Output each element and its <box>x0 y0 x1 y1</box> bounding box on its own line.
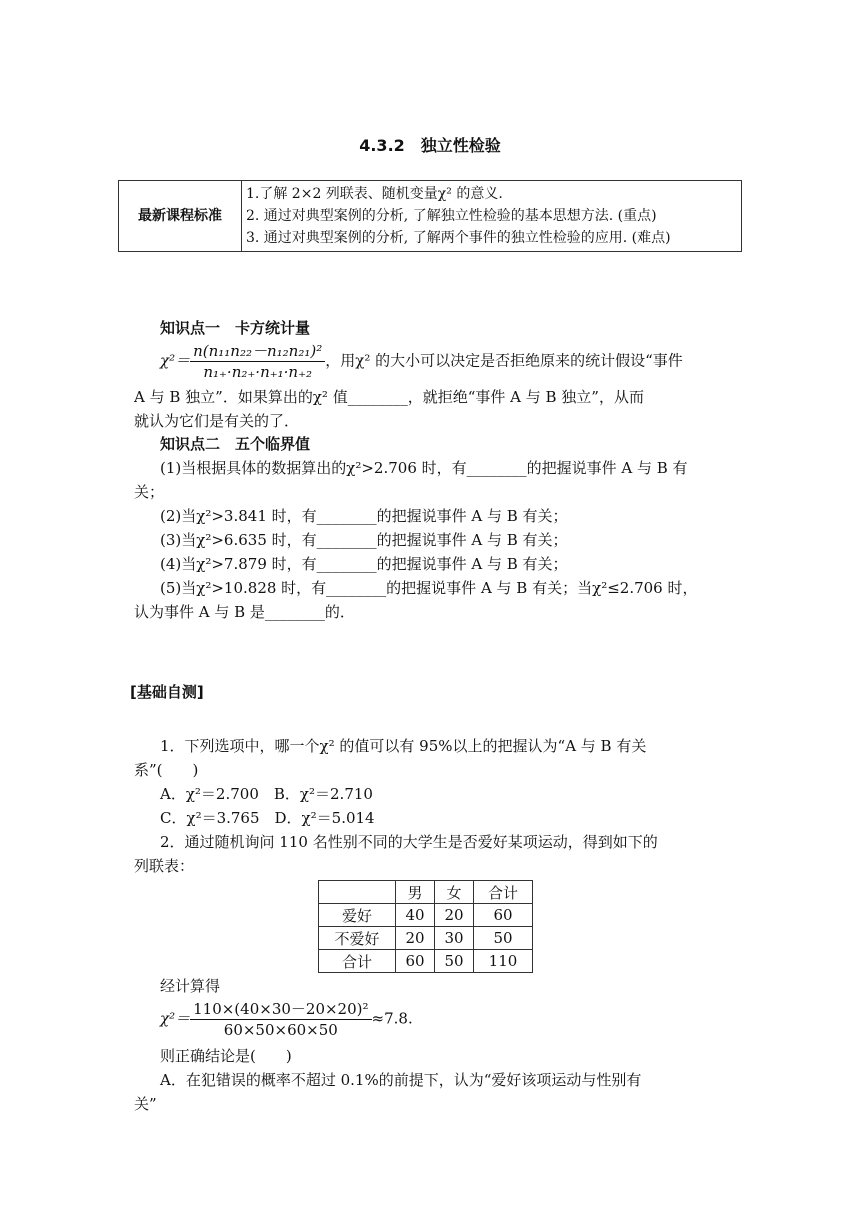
question-2-ask: 则正确结论是( ) <box>160 1047 292 1065</box>
formula-lhs: χ²＝ <box>160 351 191 370</box>
table-row <box>319 881 533 904</box>
course-standard-table <box>118 180 742 252</box>
table-cell: 20 <box>396 927 435 950</box>
knowledge-point-2-heading: 知识点二 五个临界值 <box>160 435 311 453</box>
question-2-line: 2．通过随机询问 110 名性别不同的大学生是否爱好某项运动，得到如下的 <box>160 833 658 851</box>
question-1-line: 1．下列选项中，哪一个χ² 的值可以有 95%以上的把握认为“A 与 B 有关 <box>160 737 647 755</box>
formula-denominator: 60×50×60×50 <box>223 1021 338 1039</box>
table-cell: 110 <box>474 950 533 973</box>
standard-content <box>242 181 742 252</box>
standard-header: 最新课程标准 <box>119 181 242 252</box>
table-cell: 60 <box>474 904 533 927</box>
table-cell: 男 <box>396 881 435 904</box>
q2-fraction <box>190 999 371 1040</box>
k2-item-1: (1)当根据具体的数据算出的χ²>2.706 时，有________的把握说事件 A 与 B 有 <box>160 459 688 477</box>
formula-numerator: n(n₁₁n₂₂－n₁₂n₂₁)² <box>190 341 325 362</box>
table-row <box>319 950 533 973</box>
formula-numerator: 110×(40×30－20×20)² <box>190 999 371 1020</box>
k2-item-2: (2)当χ²>3.841 时，有________的把握说事件 A 与 B 有关； <box>160 507 568 525</box>
formula-lhs: χ²＝ <box>160 1009 191 1028</box>
k2-item-1-cont: 关； <box>134 483 165 501</box>
table-cell: 爱好 <box>319 904 396 927</box>
question-1-options: A．χ²＝2.700 B．χ²＝2.710 <box>160 785 373 803</box>
knowledge-point-1-heading: 知识点一 卡方统计量 <box>160 319 311 337</box>
k1-text-line: A 与 B 独立”．如果算出的χ² 值________，就拒绝“事件 A 与 B 独立”，从而 <box>134 388 644 406</box>
page-title: 4.3.2 独立性检验 <box>359 136 501 155</box>
table-cell <box>319 881 396 904</box>
chi-square-fraction <box>190 341 325 382</box>
table-cell: 50 <box>435 950 474 973</box>
table-cell: 40 <box>396 904 435 927</box>
table-cell: 不爱好 <box>319 927 396 950</box>
table-row <box>319 927 533 950</box>
question-2-option-a: A．在犯错误的概率不超过 0.1%的前提下，认为“爱好该项运动与性别有 <box>160 1071 642 1089</box>
table-cell: 女 <box>435 881 474 904</box>
section-heading: [基础自测] <box>130 683 204 701</box>
contingency-table <box>318 880 533 973</box>
table-cell: 60 <box>396 950 435 973</box>
k2-item-5: (5)当χ²>10.828 时，有________的把握说事件 A 与 B 有关；当χ²≤2.706 时， <box>160 579 698 597</box>
chi-square-formula-line <box>160 341 740 382</box>
table-cell: 50 <box>474 927 533 950</box>
calc-label: 经计算得 <box>160 977 221 995</box>
question-1-options: C．χ²＝3.765 D．χ²＝5.014 <box>160 809 375 827</box>
question-1-line: 系”( ) <box>134 761 199 779</box>
standard-item: 1.了解 2×2 列联表、随机变量χ² 的意义. <box>246 186 503 202</box>
table-cell: 30 <box>435 927 474 950</box>
table-row <box>319 904 533 927</box>
formula-tail-text: ，用χ² 的大小可以决定是否拒绝原来的统计假设“事件 <box>325 351 683 370</box>
formula-denominator: n₁₊·n₂₊·n₊₁·n₊₂ <box>203 363 313 381</box>
k1-text-line: 就认为它们是有关的了． <box>134 412 300 430</box>
formula-rhs: ≈7.8. <box>371 1009 413 1028</box>
k2-item-3: (3)当χ²>6.635 时，有________的把握说事件 A 与 B 有关； <box>160 531 568 549</box>
q2-formula-line <box>160 999 740 1040</box>
k2-item-4: (4)当χ²>7.879 时，有________的把握说事件 A 与 B 有关； <box>160 555 568 573</box>
table-cell: 20 <box>435 904 474 927</box>
question-2-line: 列联表： <box>134 857 195 875</box>
table-cell: 合计 <box>474 881 533 904</box>
k2-item-5-cont: 认为事件 A 与 B 是________的． <box>134 603 355 621</box>
table-cell: 合计 <box>319 950 396 973</box>
standard-item: 3. 通过对典型案例的分析, 了解两个事件的独立性检验的应用. (难点) <box>246 230 671 246</box>
question-2-option-a-cont: 关” <box>134 1095 157 1113</box>
standard-item: 2. 通过对典型案例的分析, 了解独立性检验的基本思想方法. (重点) <box>246 208 657 224</box>
